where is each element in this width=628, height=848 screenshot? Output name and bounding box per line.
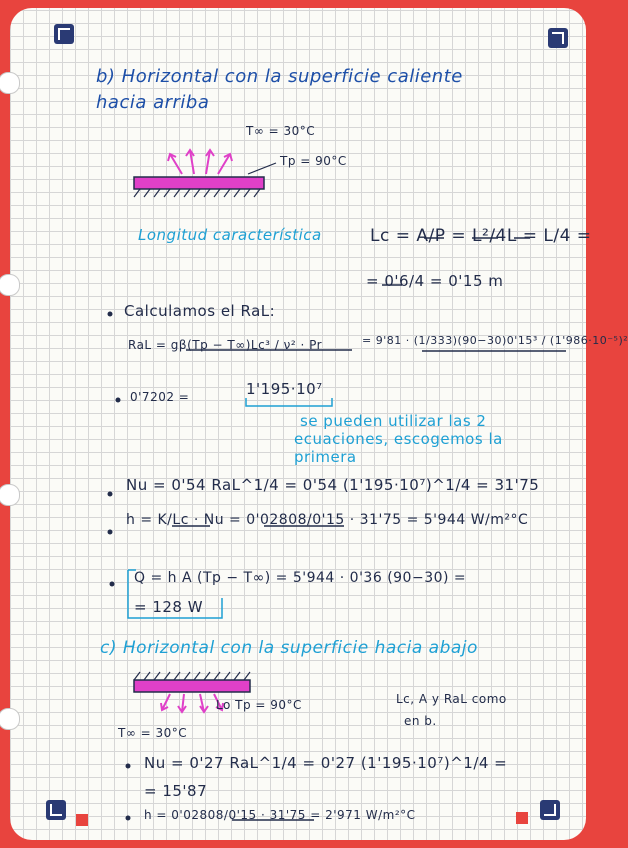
h-equation-c: h = 0'02808/0'15 · 31'75 = 2'971 W/m²°C <box>144 808 416 822</box>
ambient-temperature-c: T∞ = 30°C <box>118 726 188 740</box>
note-line-2: ecuaciones, escogemos la <box>294 430 503 448</box>
ambient-temperature-b: T∞ = 30°C <box>246 124 316 138</box>
plate-hatch-top <box>134 672 250 680</box>
ra-underline-bracket <box>246 398 332 406</box>
notebook-page <box>10 8 628 840</box>
nusselt-equation-c: Nu = 0'27 RaL^1/4 = 0'27 (1'195·10⁷)^1/4 = <box>144 754 508 772</box>
note-c-line-2: en b. <box>404 714 437 728</box>
heat-arrows-down <box>161 694 223 712</box>
longitud-caracteristica-label: Longitud característica <box>138 226 322 244</box>
plate-temperature-b: Tp = 90°C <box>280 154 347 168</box>
section-b-title: b) Horizontal con la superficie caliente <box>96 66 463 87</box>
hot-plate-down <box>134 680 250 692</box>
nusselt-value-c: = 15'87 <box>144 782 208 800</box>
h-equation-b: h = K/Lc · Nu = 0'02808/0'15 · 31'75 = 5'944 W/m²°C <box>126 512 529 528</box>
plate-hatch-bottom <box>134 189 260 197</box>
ra-value: 1'195·10⁷ <box>246 380 323 398</box>
note-c-line-1: Lc, A y RaL como <box>396 692 507 706</box>
ra-formula: RaL = gβ(Tp − T∞)Lc³ / ν² · Pr <box>128 338 323 352</box>
pr-value: 0'7202 = <box>130 390 190 404</box>
section-b-title-cont: hacia arriba <box>96 92 210 113</box>
heat-arrows-up <box>168 150 232 174</box>
calculate-ra-label: Calculamos el RaL: <box>124 302 276 320</box>
nusselt-equation-b: Nu = 0'54 RaL^1/4 = 0'54 (1'195·10⁷)^1/4 = 31'75 <box>126 476 540 494</box>
section-c-title: c) Horizontal con la superficie hacia abajo <box>100 638 478 658</box>
bullet-dots <box>108 312 131 821</box>
lc-formula: Lc = A/P = L²/4L = L/4 = <box>370 226 592 246</box>
heat-flow-result: = 128 W <box>134 598 204 616</box>
note-line-1: se pueden utilizar las 2 <box>300 412 487 430</box>
plate-temperature-c: Lo Tp = 90°C <box>216 698 302 712</box>
ra-numeric: = 9'81 · (1/333)(90−30)0'15³ / (1'986·10⁻⁵)² <box>362 334 628 347</box>
heat-flow-equation: Q = h A (Tp − T∞) = 5'944 · 0'36 (90−30) = <box>134 570 467 586</box>
note-line-3: primera <box>294 448 357 466</box>
fraction-lines <box>172 238 566 820</box>
lc-value: = 0'6/4 = 0'15 m <box>366 272 504 290</box>
hot-plate-up <box>134 177 264 189</box>
